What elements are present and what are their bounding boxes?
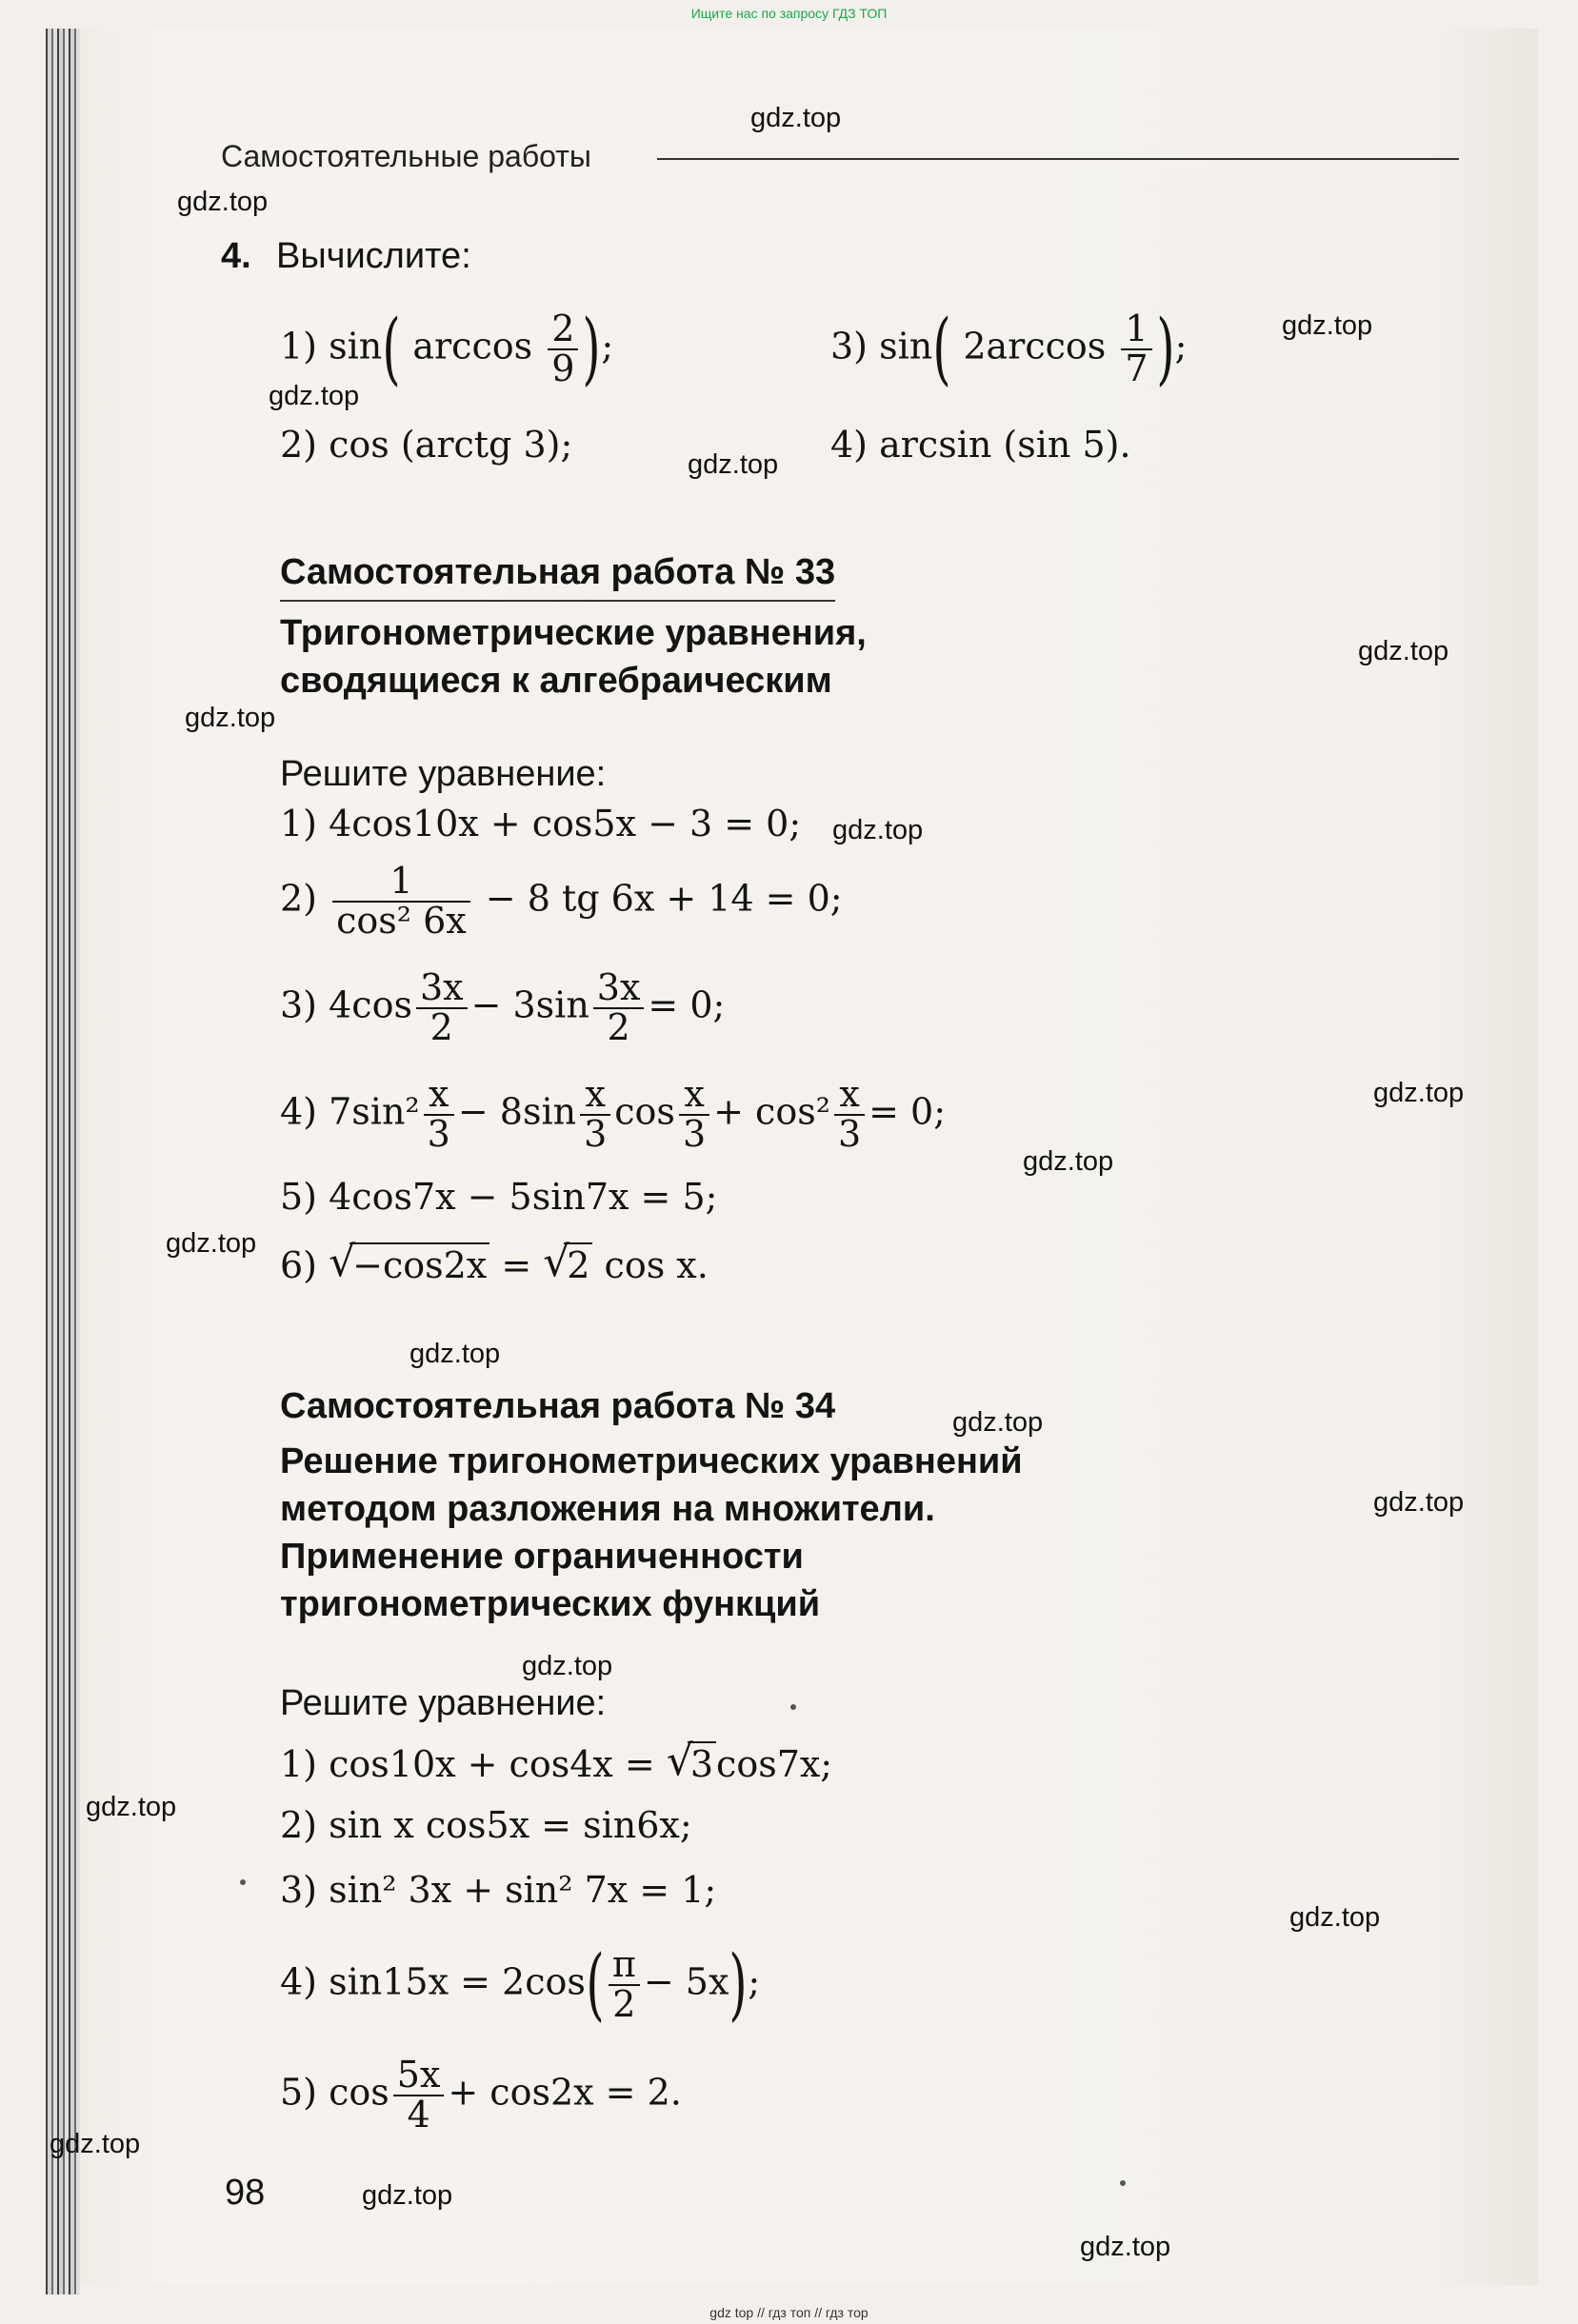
watermark: gdz.top xyxy=(1373,1487,1465,1518)
work34-eq2: 2) sin x cos5x = sin6x; xyxy=(280,1804,692,1846)
item-number: 1) xyxy=(280,325,318,367)
running-head: Самостоятельные работы xyxy=(221,139,591,173)
work33-eq2: 2) $\frac{1}{\text{cos² 6x}}$ − 8 tg 6x + 14 = 0; xyxy=(280,860,843,942)
print-speck xyxy=(240,1879,246,1885)
work33-eq5: 5) 4cos7x − 5sin7x = 5; xyxy=(280,1176,718,1218)
print-speck xyxy=(790,1704,796,1710)
watermark: gdz.top xyxy=(185,703,276,733)
bottom-footer[interactable]: gdz top // гдз топ // гдз тор xyxy=(709,2305,869,2320)
watermark: gdz.top xyxy=(750,103,842,133)
watermark: gdz.top xyxy=(688,449,779,480)
work34-eq3: 3) sin² 3x + sin² 7x = 1; xyxy=(280,1869,717,1911)
work34-number: Самостоятельная работа № 34 xyxy=(280,1386,836,1426)
work34-title-line3: Применение ограниченности xyxy=(280,1537,804,1578)
watermark: gdz.top xyxy=(1080,2232,1171,2262)
work34-title-line4: тригонометрических функций xyxy=(280,1584,821,1625)
watermark: gdz.top xyxy=(522,1651,613,1681)
work34-eq1: 1) cos10x + cos4x = √ 3cos7x; xyxy=(280,1746,832,1782)
fraction-1-7: $\frac{1}{7}$ xyxy=(1121,310,1151,388)
work34-eq5: 5) cos $\frac{5x}{4}$ + cos2x = 2. xyxy=(280,2054,682,2135)
watermark: gdz.top xyxy=(1023,1146,1114,1177)
sqrt-2: √ 2 xyxy=(543,1247,592,1283)
watermark: gdz.top xyxy=(50,2129,141,2159)
book-spine xyxy=(46,29,80,2294)
work34-prompt: Решите уравнение: xyxy=(280,1683,607,1723)
page-number: 98 xyxy=(225,2173,266,2213)
watermark: gdz.top xyxy=(86,1792,177,1822)
work33-eq6: 6) √ −cos2x = √ 2 cos x. xyxy=(280,1247,709,1283)
watermark: gdz.top xyxy=(362,2180,453,2211)
task4-item1: 1) sin( arccos $\frac{2}{9}$ ); xyxy=(280,304,614,394)
work33-title xyxy=(280,609,867,705)
work34-eq4: 4) sin15x = 2cos( $\frac{\pi}{2}$ − 5x); xyxy=(280,1939,761,2030)
work33-prompt: Решите уравнение: xyxy=(280,754,607,794)
work33-eq4: 4) 7sin² $\frac{x}{3}$ − 8sin $\frac{x}{3}$ cos $\frac{x}{3}$ + cos² $\frac{x}{3}$ = 0; xyxy=(280,1073,947,1155)
task4-item3: 3) sin( 2arccos $\frac{1}{7}$ ); xyxy=(830,304,1188,394)
work33-title-line1: Тригонометрические уравнения, xyxy=(280,613,867,653)
work33-title-line2: сводящиеся к алгебраическим xyxy=(280,661,832,702)
watermark: gdz.top xyxy=(952,1407,1044,1438)
watermark: gdz.top xyxy=(1373,1078,1465,1108)
fn-2arccos: 2arccos xyxy=(963,325,1107,367)
fn-sin: sin xyxy=(329,325,383,367)
fraction-1-cos2-6x: $\frac{1}{\text{cos² 6x}}$ xyxy=(332,863,470,941)
task4-item2: 2) cos (arctg 3); xyxy=(280,424,573,466)
sqrt-neg-cos2x: √ −cos2x xyxy=(329,1247,489,1283)
work34-title-line2: методом разложения на множители. xyxy=(280,1489,935,1530)
top-banner[interactable]: Ищите нас по запросу ГДЗ ТОП xyxy=(690,6,888,21)
work34-title-line1: Решение тригонометрических уравнений xyxy=(280,1441,1023,1481)
task4-number: 4. xyxy=(221,236,251,276)
watermark: gdz.top xyxy=(1358,636,1449,666)
watermark: gdz.top xyxy=(1282,310,1373,341)
print-speck xyxy=(1120,2180,1126,2186)
task4-prompt: Вычислите: xyxy=(276,236,471,276)
fn-sin: sin xyxy=(879,325,933,367)
watermark: gdz.top xyxy=(1289,1902,1381,1933)
item-number: 3) xyxy=(830,325,869,367)
task4-item4: 4) arcsin (sin 5). xyxy=(830,424,1131,466)
work33-eq3: 3) 4cos $\frac{3x}{2}$ − 3sin $\frac{3x}{2}$ = 0; xyxy=(280,966,726,1048)
watermark: gdz.top xyxy=(166,1228,257,1259)
watermark: gdz.top xyxy=(269,381,360,411)
fraction-2-9: $\frac{2}{9}$ xyxy=(548,310,578,388)
work34-title xyxy=(280,1438,1023,1629)
sqrt-3: √ 3 xyxy=(667,1746,716,1782)
watermark: gdz.top xyxy=(832,815,924,845)
work33-number: Самостоятельная работа № 33 xyxy=(280,548,835,602)
work33-eq1: 1) 4cos10x + cos5x − 3 = 0; xyxy=(280,803,802,844)
running-head-rule xyxy=(657,158,1459,160)
watermark: gdz.top xyxy=(409,1339,501,1369)
watermark: gdz.top xyxy=(177,187,269,217)
fn-arccos: arccos xyxy=(412,325,533,367)
